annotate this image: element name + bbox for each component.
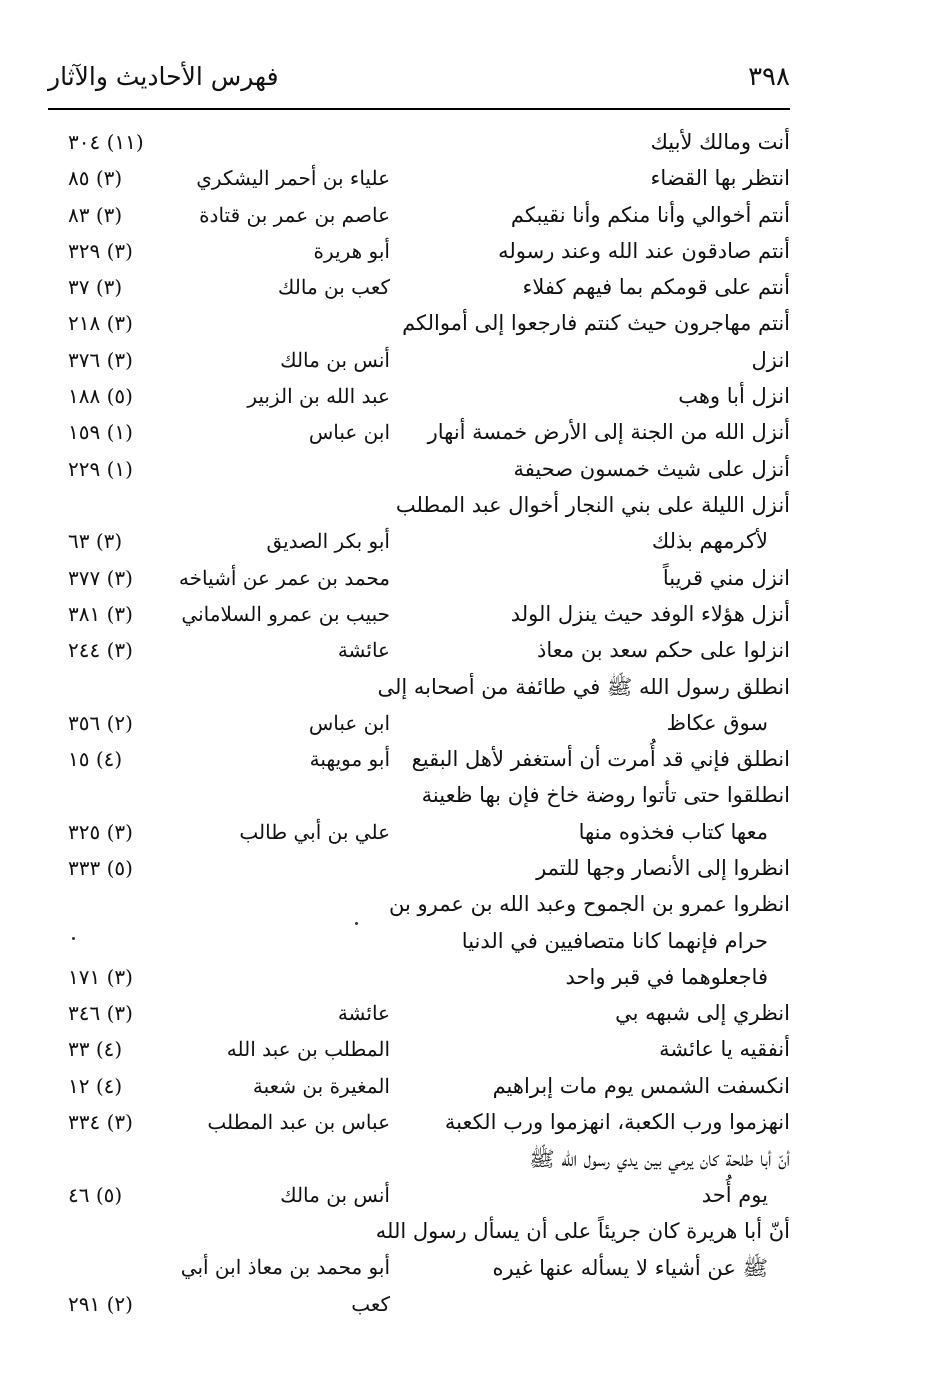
hadith-text: أنزل الله من الجنة إلى الأرض خمسة أنهار — [427, 420, 790, 445]
hadith-text-continuation: سوق عكاظ — [666, 710, 768, 735]
index-row — [48, 164, 790, 200]
index-row — [48, 527, 790, 563]
index-row — [48, 1108, 790, 1144]
index-row — [48, 963, 790, 999]
index-row — [48, 600, 790, 636]
volume-page-ref: (٥) ٤٦ — [68, 1182, 123, 1207]
volume-page-ref: (٥) ١٨٨ — [68, 384, 133, 409]
narrator: أنس بن مالك — [280, 1182, 390, 1207]
index-row — [48, 636, 790, 672]
narrator: أنس بن مالك — [280, 347, 390, 372]
index-row — [48, 672, 790, 708]
narrator: علياء بن أحمر اليشكري — [196, 166, 390, 191]
index-row — [48, 309, 790, 345]
index-row — [48, 564, 790, 600]
hadith-text: انزل أبا وهب — [678, 384, 790, 409]
narrator: محمد بن عمر عن أشياخه — [178, 565, 390, 590]
index-row — [48, 491, 790, 527]
hadith-text: انظري إلى شبهه بي — [615, 1001, 790, 1026]
narrator: عائشة — [337, 638, 390, 663]
hadith-text: انطلق فإني قد أُمرت أن أستغفر لأهل البقيع — [411, 747, 790, 772]
volume-page-ref: (١) ٢٢٩ — [68, 456, 133, 481]
narrator: أبو مويهبة — [309, 747, 390, 772]
speck-mark — [355, 922, 358, 925]
index-row — [48, 999, 790, 1035]
index-row — [48, 128, 790, 164]
hadith-text: أنتم أخوالي وأنا منكم وأنا نقيبكم — [510, 202, 790, 227]
index-row — [48, 346, 790, 382]
index-row — [48, 418, 790, 454]
volume-page-ref: (٣) ٣٣٤ — [68, 1110, 133, 1135]
hadith-text-continuation: يوم أُحد — [701, 1182, 768, 1207]
narrator: أبو هريرة — [313, 238, 390, 263]
narrator: أبو بكر الصديق — [266, 529, 390, 554]
index-row — [48, 382, 790, 418]
page-number: ٣٩٨ — [748, 62, 790, 92]
hadith-text: انزلوا على حكم سعد بن معاذ — [537, 638, 790, 663]
hadith-text: أنزل هؤلاء الوفد حيث ينزل الولد — [510, 601, 790, 626]
narrator: المغيرة بن شعبة — [252, 1073, 390, 1098]
narrator: عائشة — [337, 1001, 390, 1026]
index-row — [48, 273, 790, 309]
hadith-text: أنت ومالك لأبيك — [650, 130, 790, 154]
hadith-text: انطلقوا حتى تأتوا روضة خاخ فإن بها ظعينة — [421, 783, 790, 808]
index-row — [48, 854, 790, 890]
index-row — [48, 237, 790, 273]
volume-page-ref: (٣) ٣٧٧ — [68, 565, 133, 590]
index-row — [48, 201, 790, 237]
volume-page-ref: (٣) ٢١٨ — [68, 311, 133, 336]
hadith-text: انتظر بها القضاء — [650, 166, 790, 191]
volume-page-ref: (٣) ٦٣ — [68, 529, 123, 554]
hadith-text: أنّ أبا طلحة كان يرمي بين يدي رسول الله ﷺ — [529, 1147, 790, 1172]
volume-page-ref: (٢) ٢٩١ — [68, 1291, 133, 1316]
narrator: كعب — [351, 1291, 390, 1316]
hadith-text: انظروا عمرو بن الجموح وعبد الله بن عمرو بن — [389, 892, 790, 917]
narrator: عبد الله بن الزبير — [247, 384, 390, 409]
volume-page-ref: (٤) ١٢ — [68, 1073, 123, 1098]
narrator: كعب بن مالك — [277, 275, 390, 300]
hadith-text: أنزل على شيث خمسون صحيفة — [513, 456, 790, 481]
index-row — [48, 818, 790, 854]
hadith-text: أنّ أبا هريرة كان جريئاً على أن يسأل رسول الله — [375, 1218, 790, 1243]
index-row — [48, 1253, 790, 1289]
index-row — [48, 781, 790, 817]
volume-page-ref: (٣) ١٧١ — [68, 964, 133, 989]
index-row — [48, 927, 790, 963]
index-row — [48, 709, 790, 745]
narrator: عاصم بن عمر بن قتادة — [199, 202, 390, 227]
page-header — [48, 62, 790, 102]
volume-page-ref: (٣) ٣٨١ — [68, 601, 133, 626]
narrator: عباس بن عبد المطلب — [207, 1110, 390, 1135]
narrator: ابن عباس — [308, 710, 390, 735]
index-row — [48, 1144, 790, 1180]
hadith-text: انزل — [751, 347, 790, 372]
header-rule — [48, 108, 790, 110]
volume-page-ref: (٣) ٢٤٤ — [68, 638, 133, 663]
hadith-text: أنتم على قومكم بما فيهم كفلاء — [522, 275, 790, 300]
narrator: علي بن أبي طالب — [239, 819, 390, 844]
volume-page-ref: (٤) ١٥ — [68, 747, 123, 772]
hadith-text-continuation: ﷺ عن أشياء لا يسأله عنها غيره — [492, 1256, 768, 1281]
index-row — [48, 1181, 790, 1217]
volume-page-ref: (١١) ٣٠٤ — [68, 130, 144, 154]
hadith-text: انزل مني قريباً — [662, 565, 790, 590]
narrator: حبيب بن عمرو السلاماني — [181, 601, 390, 626]
volume-page-ref: (٣) ٨٥ — [68, 166, 123, 191]
volume-page-ref: (٢) ٣٥٦ — [68, 710, 133, 735]
volume-page-ref: (٤) ٣٣ — [68, 1037, 123, 1062]
hadith-text: أنفقيه يا عائشة — [659, 1037, 790, 1062]
hadith-text: أنزل الليلة على بني النجار أخوال عبد المطلب — [395, 492, 790, 517]
volume-page-ref: (٣) ٣٧ — [68, 275, 123, 300]
running-title: فهرس الأحاديث والآثار — [48, 62, 279, 91]
volume-page-ref: (٣) ٣٧٦ — [68, 347, 133, 372]
hadith-text-continuation: معها كتاب فخذوه منها — [578, 819, 768, 844]
index-row — [48, 1290, 790, 1326]
hadith-text-continuation: لأكرمهم بذلك — [651, 529, 768, 554]
hadith-text: انظروا إلى الأنصار وجها للتمر — [536, 855, 790, 880]
narrator: أبو محمد بن معاذ ابن أبي — [180, 1255, 390, 1280]
narrator: المطلب بن عبد الله — [226, 1037, 390, 1062]
hadith-text: انطلق رسول الله ﷺ في طائفة من أصحابه إلى — [377, 675, 790, 700]
volume-page-ref: (١) ١٥٩ — [68, 420, 133, 445]
volume-page-ref: (٣) ٣٢٩ — [68, 238, 133, 263]
index-row — [48, 1217, 790, 1253]
hadith-text-continuation: فاجعلوهما في قبر واحد — [565, 964, 768, 989]
hadith-text: انكسفت الشمس يوم مات إبراهيم — [492, 1073, 790, 1098]
volume-page-ref: (٥) ٣٣٣ — [68, 855, 133, 880]
index-row — [48, 745, 790, 781]
speck-mark — [72, 937, 75, 940]
hadith-text-continuation: حرام فإنهما كانا متصافيين في الدنيا — [461, 928, 768, 953]
hadith-text: أنتم مهاجرون حيث كنتم فارجعوا إلى أموالكم — [402, 311, 790, 336]
volume-page-ref: (٣) ٣٤٦ — [68, 1001, 133, 1026]
index-row — [48, 455, 790, 491]
hadith-text: انهزموا ورب الكعبة، انهزموا ورب الكعبة — [444, 1110, 790, 1135]
index-entries — [48, 128, 790, 1326]
index-row — [48, 1035, 790, 1071]
volume-page-ref: (٣) ٣٢٥ — [68, 819, 133, 844]
index-row — [48, 890, 790, 926]
index-row — [48, 1072, 790, 1108]
volume-page-ref: (٣) ٨٣ — [68, 202, 123, 227]
hadith-text: أنتم صادقون عند الله وعند رسوله — [498, 238, 790, 263]
narrator: ابن عباس — [308, 420, 390, 445]
